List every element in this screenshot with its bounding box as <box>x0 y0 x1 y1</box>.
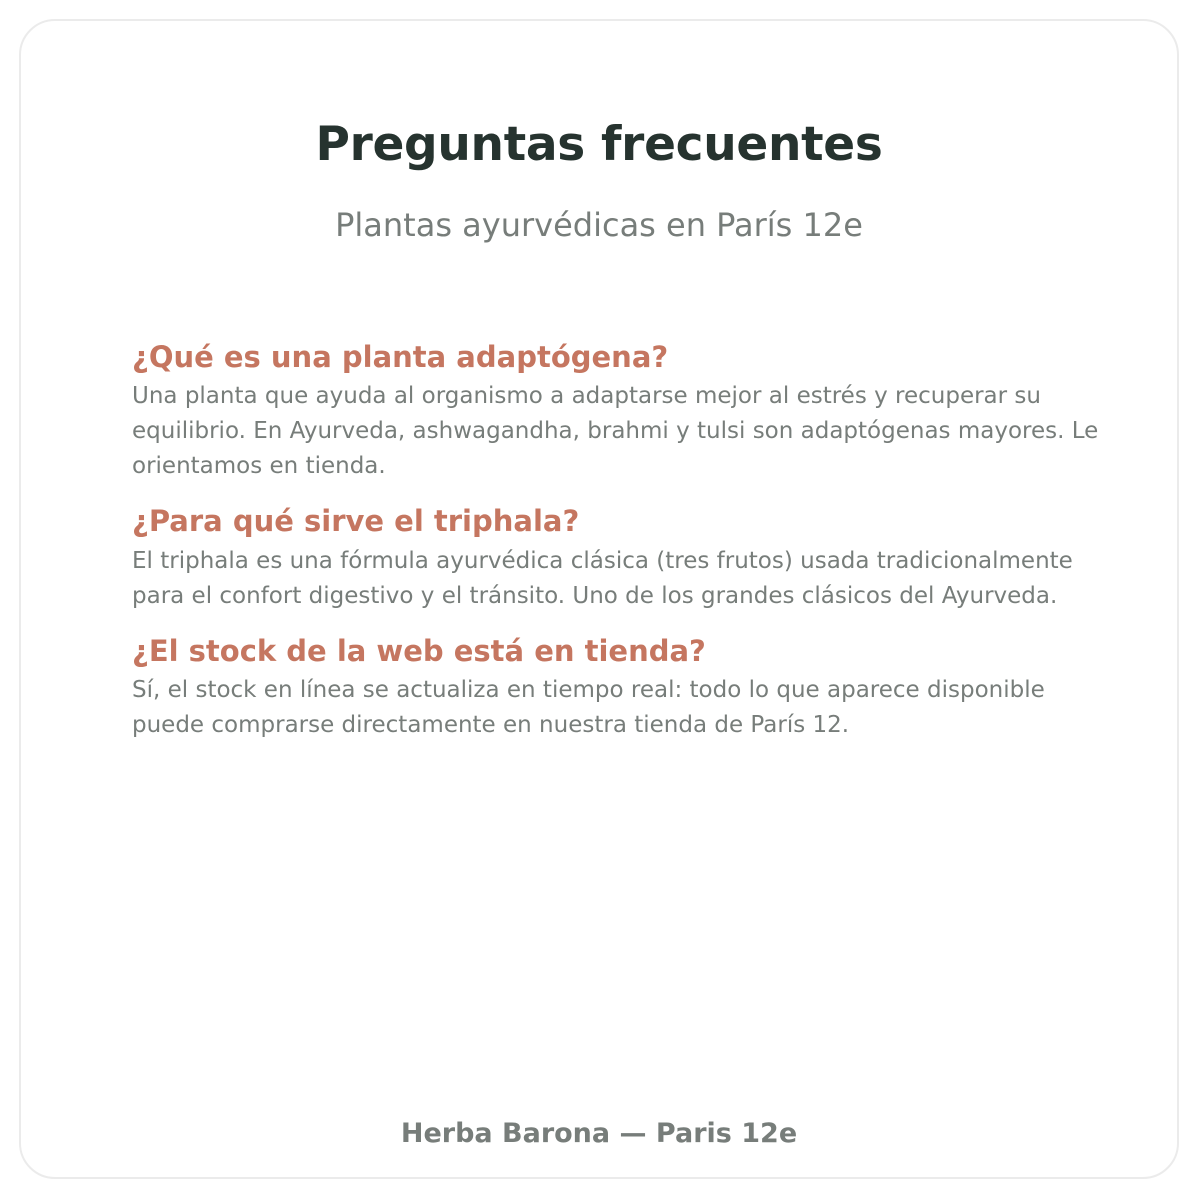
faq-answer: Sí, el stock en línea se actualiza en tiempo real: todo lo que aparece disponible puede comprarse directamente en nuestra tienda de París 12. <box>132 676 1045 738</box>
faq-list <box>132 339 1122 762</box>
faq-question: ¿Para qué sirve el triphala? <box>132 504 580 539</box>
faq-item-stock <box>132 633 1122 743</box>
faq-answer: El triphala es una fórmula ayurvédica clásica (tres frutos) usada tradicionalmente para el confort digestivo y el tránsito. Uno de los grandes clásicos del Ayurveda. <box>132 547 1073 609</box>
footer-brand: Herba Barona — Paris 12e <box>400 1117 798 1149</box>
page-subtitle: Plantas ayurvédicas en París 12e <box>335 206 863 244</box>
page-title: Preguntas frecuentes <box>315 117 883 172</box>
faq-question: ¿Qué es una planta adaptógena? <box>132 340 669 374</box>
faq-answer: Una planta que ayuda al organismo a adaptarse mejor al estrés y recuperar su equilibrio. En Ayurveda, ashwagandha, brahmi y tulsi son adaptógenas mayores. Le orientamos en tienda. <box>132 383 1099 480</box>
faq-item-adaptogen <box>132 339 1122 484</box>
faq-item-triphala <box>132 503 1122 613</box>
faq-question: ¿El stock de la web está en tienda? <box>132 633 706 668</box>
faq-card <box>19 19 1179 1179</box>
